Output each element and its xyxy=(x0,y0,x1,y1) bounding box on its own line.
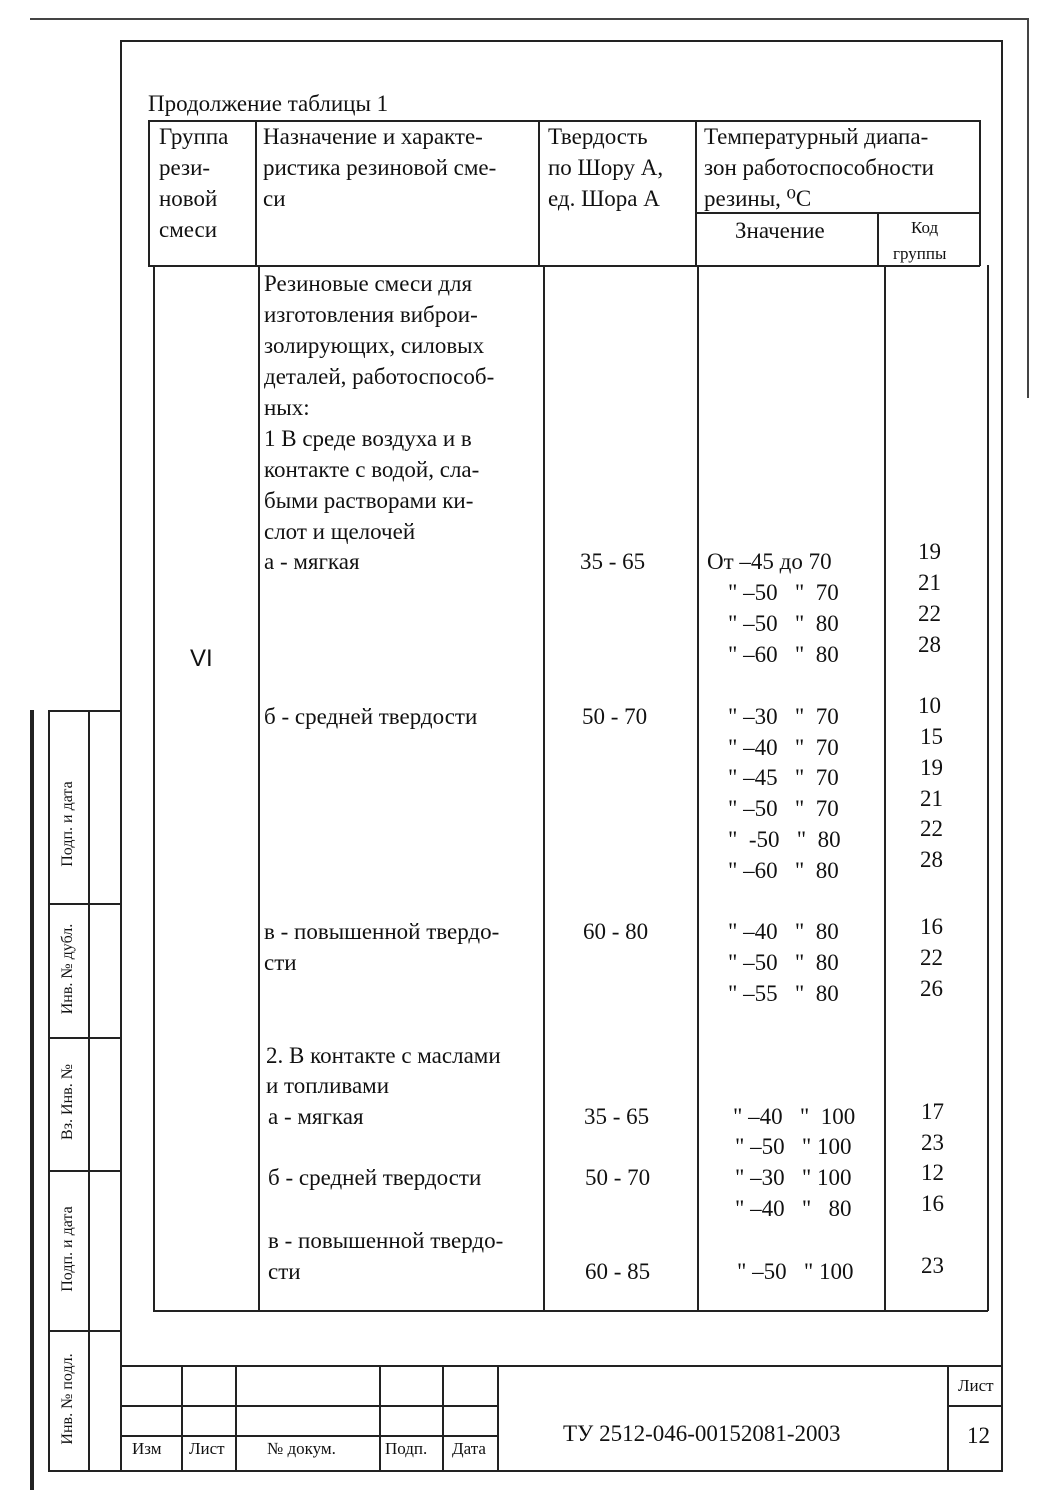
sheet-label: Лист xyxy=(958,1376,994,1395)
frame-bottom xyxy=(120,1470,1003,1472)
stamp-doc: № докум. xyxy=(267,1439,336,1458)
frame-left xyxy=(120,40,122,1472)
stamp-podp: Подп. xyxy=(385,1439,428,1458)
side-label-podp-data-1: Подп. и дата xyxy=(59,1206,76,1292)
label-s1-medium: б - средней твердости xyxy=(264,704,478,729)
frame-top xyxy=(120,40,1003,42)
group-value: VI xyxy=(190,645,213,672)
scan-edge-left xyxy=(30,710,34,1490)
hardness-s2b: 50 - 70 xyxy=(585,1165,651,1190)
side-label-podp-data-2: Подп. и дата xyxy=(59,781,76,867)
document-designation: ТУ 2512-046-00152081-2003 xyxy=(563,1421,841,1446)
hardness-s2a: 35 - 65 xyxy=(584,1104,650,1129)
stamp-data: Дата xyxy=(452,1439,486,1458)
hardness-s1a: 35 - 65 xyxy=(580,549,646,574)
stamp-list: Лист xyxy=(189,1439,225,1458)
table-caption: Продолжение таблицы 1 xyxy=(148,91,389,116)
frame-right xyxy=(1001,40,1003,1472)
header-value: Значение xyxy=(735,218,825,243)
scan-edge-top xyxy=(30,18,1028,20)
hardness-s1b: 50 - 70 xyxy=(582,704,648,729)
scan-edge-right xyxy=(1027,18,1029,398)
hardness-s1c: 60 - 80 xyxy=(583,919,649,944)
side-label-inv-dubl: Инв. № дубл. xyxy=(59,923,76,1015)
side-label-inv-podl: Инв. № подл. xyxy=(59,1353,76,1445)
label-s2-medium: б - средней твердости xyxy=(268,1165,482,1190)
side-label-vz-inv: Вз. Инв. № xyxy=(59,1064,76,1140)
label-s2-soft: а - мягкая xyxy=(268,1104,364,1129)
stamp-izm: Изм xyxy=(132,1439,162,1458)
codes-s2c: 23 xyxy=(921,1253,944,1278)
sheet-number: 12 xyxy=(967,1423,990,1448)
temps-s2c: " –50 " 100 xyxy=(737,1259,854,1284)
hardness-s2c: 60 - 85 xyxy=(585,1259,651,1284)
